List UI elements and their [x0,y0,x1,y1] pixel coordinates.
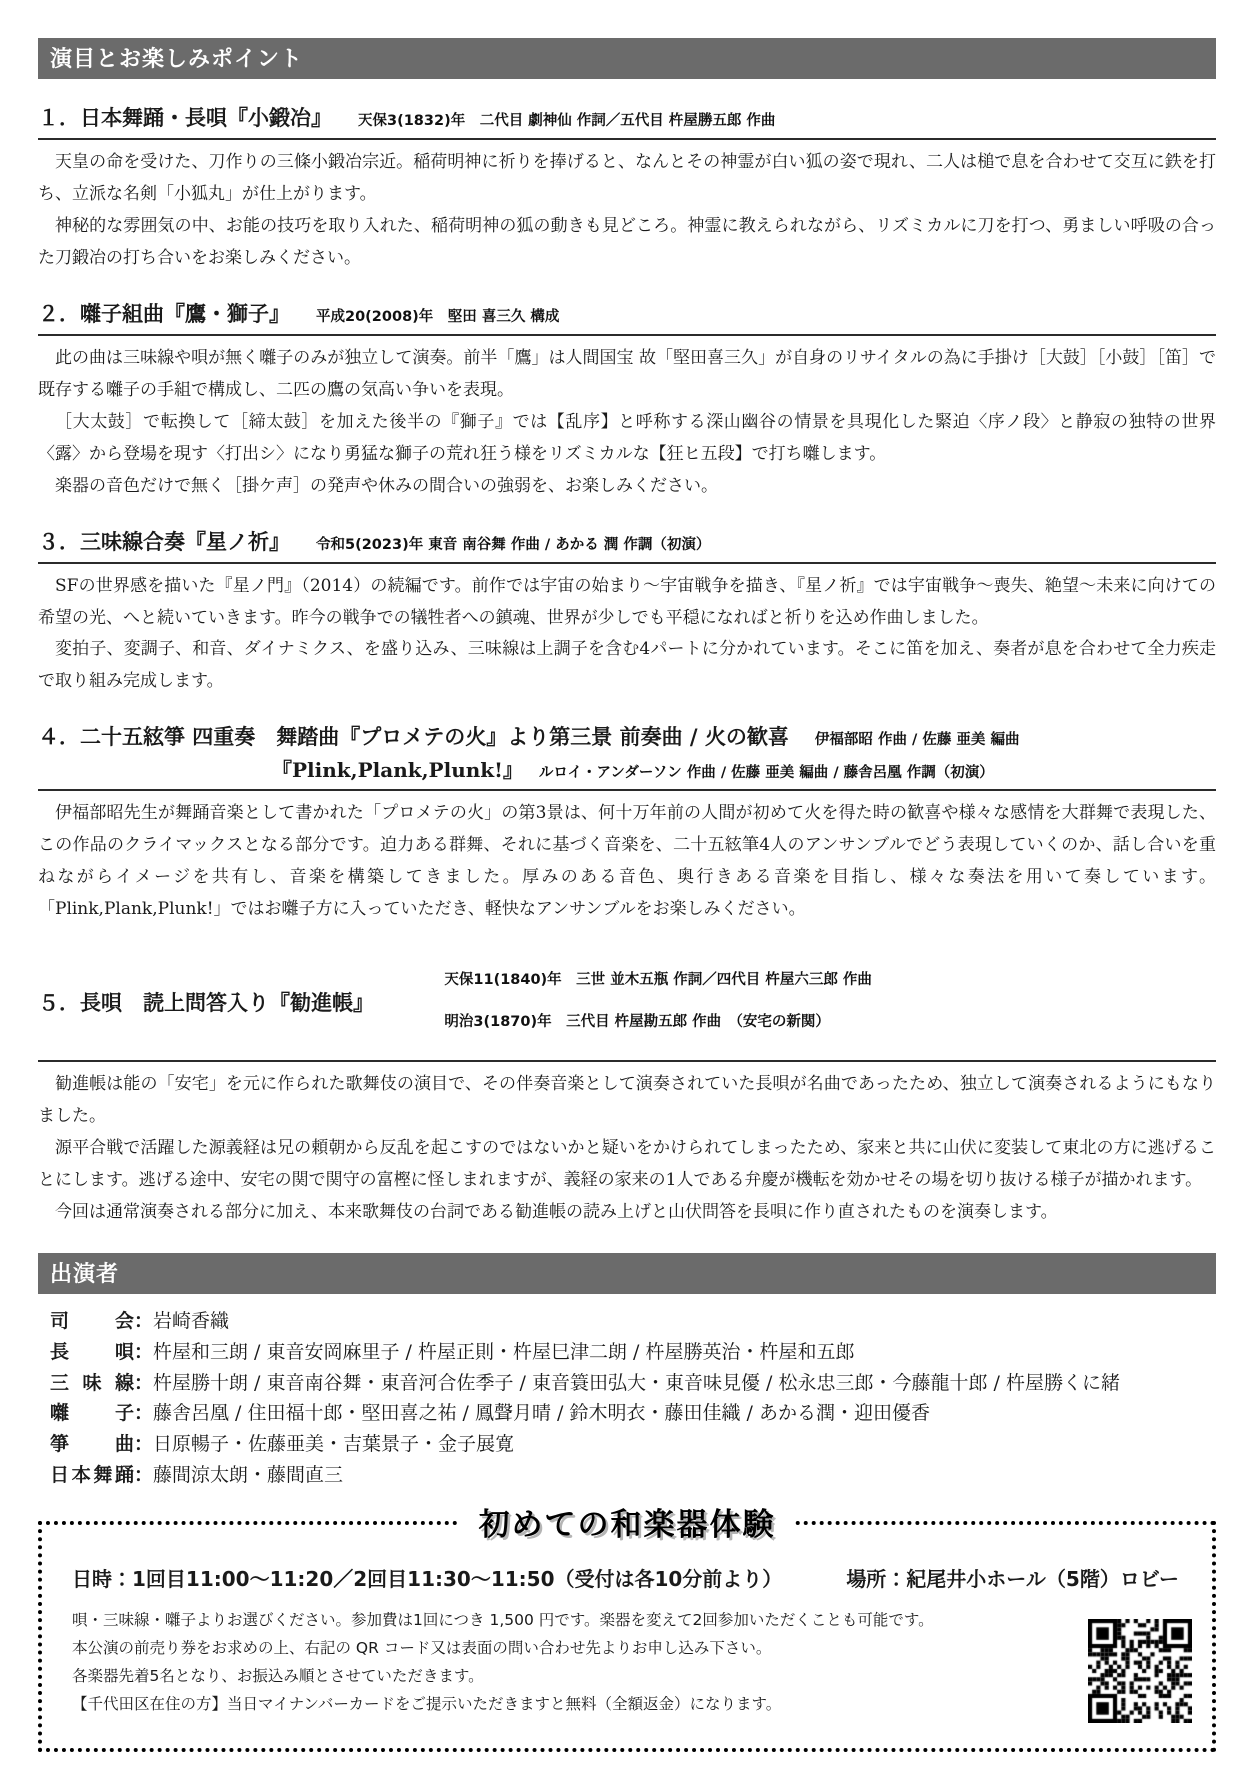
section-title: 二十五絃箏 四重奏 舞踏曲『プロメテの火』より第三景 前奏曲 / 火の歓喜 [80,724,789,750]
section-paragraph: 勧進帳は能の「安宅」を元に作られた歌舞伎の演目で、その伴奏音楽として演奏されていた長唄が名曲であったため、独立して演奏されるようにもなりました。 [38,1074,1216,1127]
section-credit-block [404,949,872,1054]
performer-names: 杵屋和三朗 / 東音安岡麻里子 / 杵屋正則・杵屋巳津二朗 / 杵屋勝英治・杵屋和五郎 [153,1340,855,1363]
section-credit: 平成20(2008)年 堅田 喜三久 構成 [316,308,560,325]
experience-note: 【千代田区在住の方】当日マイナンバーカードをご提示いただきますと無料（全額返金）になります。 [72,1695,782,1714]
experience-notes [72,1606,1102,1719]
performer-row [50,1460,1216,1491]
section-paragraph: 今回は通常演奏される部分に加え、本来歌舞伎の台詞である勧進帳の読み上げと山伏問答を長唄に作り直されたものを演奏します。 [55,1202,1058,1223]
experience-title: 初めての和楽器体験 [461,1499,794,1544]
performer-row [50,1337,1216,1368]
performer-role: 囃子 [50,1402,134,1425]
section-paragraph: 伊福部昭先生が舞踊音楽として書かれた「プロメテの火」の第3景は、何十万年前の人間が初めて火を得た時の歓喜や様々な感情を大群舞で表現した、この作品のクライマックスとなる部分です。迫力ある群舞、それに基づく音楽を、二十五絃筆4人のアンサンブルでどう表現していくのか、話し合いを重ねながらイメージを共有し、音楽を構築してきました。厚みのある音色、奥行きある音楽を目指し、様々な奏法を用いて奏しています。「Plink,Plank,Plunk!」ではお囃子方に入っていただき、軽快なアンサンブルをお楽しみください。 [38,803,1216,920]
time-value: 1回目11:00～11:20／2回目11:30～11:50（受付は各10分前より） [132,1566,783,1591]
section-rule [38,138,1216,140]
performer-role: 三味線 [50,1371,134,1394]
performer-names: 藤間涼太朗・藤間直三 [153,1463,344,1486]
section-3 [38,526,1216,699]
performer-names: 杵屋勝十朗 / 東音南谷舞・東音河合佐季子 / 東音簑田弘大・東音味見優 / 松永忠三郎・今藤龍十郎 / 杵屋勝くに緒 [153,1371,1120,1394]
section-subcredit: ルロイ・アンダーソン 作曲 / 佐藤 亜美 編曲 / 藤舎呂凰 作調（初演） [538,765,994,782]
colon: ： [134,1433,154,1456]
experience-note: 本公演の前売り券をお求めの上、右記の QR コード又は表面の問い合わせ先よりお申し込み下さい。 [72,1638,772,1657]
section-credit: 伊福部昭 作曲 / 佐藤 亜美 編曲 [814,732,1020,749]
colon: ： [134,1463,154,1486]
experience-note: 各楽器先着5名となり、お振込み順とさせていただきます。 [72,1667,484,1686]
performer-role: 司会 [50,1310,134,1333]
section-1 [38,102,1216,275]
section-paragraph: ［大太鼓］で転換して［締太鼓］を加えた後半の『獅子』では【乱序】と呼称する深山幽谷の情景を具現化した緊迫〈序ノ段〉と静寂の独特の世界〈露〉から登場を現す〈打出シ〉になり勇猛な獅子の荒れ狂う様をリズミカルな【狂ヒ五段】で打ち囃します。 [38,411,1216,464]
experience-schedule-row [72,1563,1190,1592]
section-2 [38,298,1216,503]
section-rule [38,334,1216,336]
performer-names: 藤舎呂凰 / 住田福十郎・堅田喜之祐 / 鳳聲月晴 / 鈴木明衣・藤田佳織 / あかる潤・迎田優香 [153,1402,930,1425]
section-credit-line: 明治3(1870)年 三代目 杵屋勘五郎 作曲 （安宅の新関） [444,1014,830,1031]
performer-row [50,1398,1216,1429]
section-number: １． [38,105,80,130]
colon: ： [134,1340,154,1363]
section-number: ２． [38,300,80,326]
section-number: ５． [38,989,80,1015]
performer-row [50,1306,1216,1337]
program-banner: 演目とお楽しみポイント [38,38,1216,79]
colon: ： [134,1402,154,1425]
performer-row [50,1368,1216,1399]
performer-role: 日本舞踊 [50,1463,134,1486]
performer-row [50,1429,1216,1460]
section-paragraph: 源平合戦で活躍した源義経は兄の頼朝から反乱を起こすのではないかと疑いをかけられてしまったため、家来と共に山伏に変装して東北の方に逃げることにします。逃げる途中、安宅の関で関守の富樫に怪しまれますが、義経の家来の1人である弁慶が機転を効かせその場を切り抜ける様子が描かれます。 [38,1138,1216,1191]
time-label: 日時： [72,1566,132,1591]
section-credit: 令和5(2023)年 東音 南谷舞 作曲 / あかる 潤 作調（初演） [316,536,711,553]
section-rule [38,562,1216,564]
performer-names: 日原暢子・佐藤亜美・吉葉景子・金子展寛 [153,1433,515,1456]
place-label: 場所： [846,1566,907,1591]
colon: ： [134,1310,154,1333]
section-title: 囃子組曲『鷹・獅子』 [80,300,290,326]
place-value: 紀尾井小ホール（5階）ロビー [906,1566,1180,1591]
section-rule [38,1060,1216,1062]
section-4 [38,721,1216,926]
colon: ： [134,1371,154,1394]
performer-role: 長唄 [50,1340,134,1363]
section-title: 三味線合奏『星ノ祈』 [80,528,290,554]
section-number: ３． [38,528,80,554]
section-5 [38,949,1216,1229]
section-title: 長唄 読上問答入り『勧進帳』 [80,989,374,1015]
performer-names: 岩崎香織 [153,1310,230,1333]
section-credit: 天保3(1832)年 二代目 劇神仙 作詞／五代目 杵屋勝五郎 作曲 [358,113,776,129]
qr-code [1088,1619,1192,1723]
experience-box [38,1506,1216,1753]
section-paragraph: 此の曲は三味線や唄が無く囃子のみが独立して演奏。前半「鷹」は人間国宝 故「堅田喜三久」が自身のリサイタルの為に手掛け［大鼓］［小鼓］［笛］で既存する囃子の手組で構成し、二匹の鷹の気高い争いを表現。 [38,347,1216,400]
experience-note: 唄・三味線・囃子よりお選びください。参加費は1回につき 1,500 円です。楽器を変えて2回参加いただくことも可能です。 [72,1610,934,1629]
section-paragraph: 楽器の音色だけで無く［掛ケ声］の発声や休みの間合いの強弱を、お楽しみください。 [55,475,718,496]
performer-role: 箏曲 [50,1433,134,1456]
section-title: 日本舞踊・長唄『小鍛冶』 [80,105,332,130]
section-rule [38,789,1216,791]
section-paragraph: 神秘的な雰囲気の中、お能の技巧を取り入れた、稲荷明神の狐の動きも見どころ。神霊に教えられながら、リズミカルに刀を打つ、勇ましい呼吸の合った刀鍛冶の打ち合いをお楽しみください。 [38,215,1216,268]
performers-banner: 出演者 [38,1253,1216,1294]
section-credit-line: 天保11(1840)年 三世 並木五瓶 作詞／四代目 杵屋六三郎 作曲 [444,972,872,989]
section-paragraph: SFの世界感を描いた『星ノ門』（2014）の続編です。前作では宇宙の始まり～宇宙戦争を描き、『星ノ祈』では宇宙戦争～喪失、絶望～未来に向けての希望の光、へと続いていきます。昨今の戦争での犠牲者への鎮魂、世界が少しでも平穏になればと祈りを込め作曲しました。 [38,575,1216,628]
section-paragraph: 天皇の命を受けた、刀作りの三條小鍛冶宗近。稲荷明神に祈りを捧げると、なんとその神霊が白い狐の姿で現れ、二人は槌で息を合わせて交互に鉄を打ち、立派な名剣「小狐丸」が仕上がります。 [38,152,1216,204]
performers-list [38,1306,1216,1491]
section-number: ４． [38,724,80,750]
section-paragraph: 変拍子、変調子、和音、ダイナミクス、を盛り込み、三味線は上調子を含む4パートに分かれています。そこに笛を加え、奏者が息を合わせて全力疾走で取り組み完成します。 [38,639,1216,692]
section-subtitle: 『Plink,Plank,Plunk!』 [272,758,523,783]
